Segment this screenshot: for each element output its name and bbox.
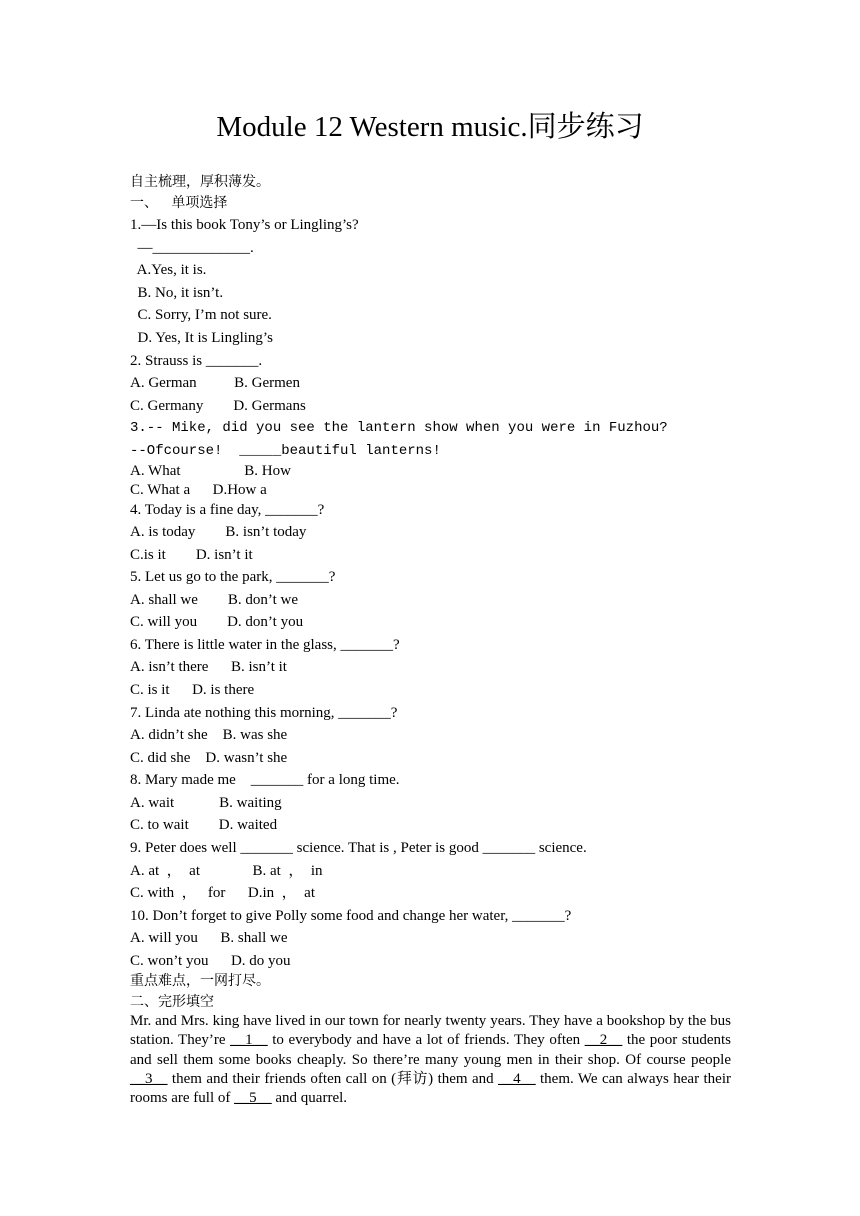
- q5-options-ab: A. shall we B. don’t we: [130, 592, 299, 608]
- section1-heading: 一、 单项选择: [130, 195, 228, 211]
- q1-option-c: C. Sorry, I’m not sure.: [130, 307, 272, 323]
- q7-options-ab: A. didn’t she B. was she: [130, 727, 288, 743]
- q2-options-cd: C. Germany D. Germans: [130, 398, 306, 414]
- page-title: Module 12 Western music.同步练习: [216, 111, 644, 143]
- q3-options-cd: C. What a D.How a: [130, 482, 267, 498]
- cloze-passage: [130, 1012, 731, 1108]
- q1-option-b: B. No, it isn’t.: [130, 285, 224, 301]
- q4-options-cd: C.is it D. isn’t it: [130, 547, 253, 563]
- q7-stem: 7. Linda ate nothing this morning, _______?: [130, 705, 398, 721]
- passage-text: them. We can always hear their rooms are full of: [130, 1070, 731, 1107]
- passage-text: to everybody and have a lot of friends. They often: [267, 1032, 585, 1049]
- blank-1: __1__: [230, 1032, 268, 1049]
- q10-stem: 10. Don’t forget to give Polly some food and change her water, _______?: [130, 908, 572, 924]
- q6-options-ab: A. isn’t there B. isn’t it: [130, 659, 287, 675]
- q1-stem: 1.—Is this book Tony’s or Lingling’s?: [130, 217, 359, 233]
- q9-options-cd: C. with ， for D.in ， at: [130, 885, 315, 901]
- q3-options-ab: A. What B. How: [130, 463, 291, 479]
- q10-options-cd: C. won’t you D. do you: [130, 953, 291, 969]
- section-intro: 自主梳理，厚积薄发。: [130, 174, 270, 190]
- passage-text: the poor students and sell them some books cheaply. So there’re many young men in their shop. Of course people: [130, 1032, 731, 1068]
- q1-option-d: D. Yes, It is Lingling’s: [130, 330, 273, 346]
- section2-heading: 二、完形填空: [130, 994, 214, 1010]
- q8-options-ab: A. wait B. waiting: [130, 795, 282, 811]
- section2-intro: 重点难点，一网打尽。: [130, 973, 270, 989]
- q3-stem: 3.-- Mike, did you see the lantern show when you were in Fuzhou?: [130, 420, 668, 436]
- q8-options-cd: C. to wait D. waited: [130, 817, 278, 833]
- blank-5: __5__: [234, 1090, 272, 1107]
- q6-options-cd: C. is it D. is there: [130, 682, 255, 698]
- q5-options-cd: C. will you D. don’t you: [130, 614, 304, 630]
- q8-stem: 8. Mary made me _______ for a long time.: [130, 772, 400, 788]
- blank-3: __3__: [130, 1070, 168, 1087]
- q7-options-cd: C. did she D. wasn’t she: [130, 750, 288, 766]
- q10-options-ab: A. will you B. shall we: [130, 930, 288, 946]
- q2-stem: 2. Strauss is _______.: [130, 353, 263, 369]
- q1-answer-blank: —_____________.: [130, 240, 254, 256]
- passage-text: and quarrel.: [271, 1090, 348, 1107]
- q4-stem: 4. Today is a fine day, _______?: [130, 502, 325, 518]
- q5-stem: 5. Let us go to the park, _______?: [130, 569, 336, 585]
- q9-stem: 9. Peter does well _______ science. That is , Peter is good _______ science.: [130, 840, 587, 856]
- q4-options-ab: A. is today B. isn’t today: [130, 524, 307, 540]
- q9-options-ab: A. at ， at B. at ， in: [130, 863, 323, 879]
- blank-4: __4__: [498, 1070, 536, 1087]
- q1-option-a: A.Yes, it is.: [130, 262, 207, 278]
- q3-reply: --Ofcourse! _____beautiful lanterns!: [130, 443, 441, 459]
- passage-text: Mr. and Mrs. king have lived in our town for nearly twenty years. They have a bookshop by the bus station. They’re: [130, 1013, 731, 1049]
- passage-text: them and their friends often call on (拜访) them and: [167, 1070, 499, 1087]
- q2-options-ab: A. German B. Germen: [130, 375, 300, 391]
- q6-stem: 6. There is little water in the glass, _______?: [130, 637, 400, 653]
- blank-2: __2__: [584, 1032, 623, 1049]
